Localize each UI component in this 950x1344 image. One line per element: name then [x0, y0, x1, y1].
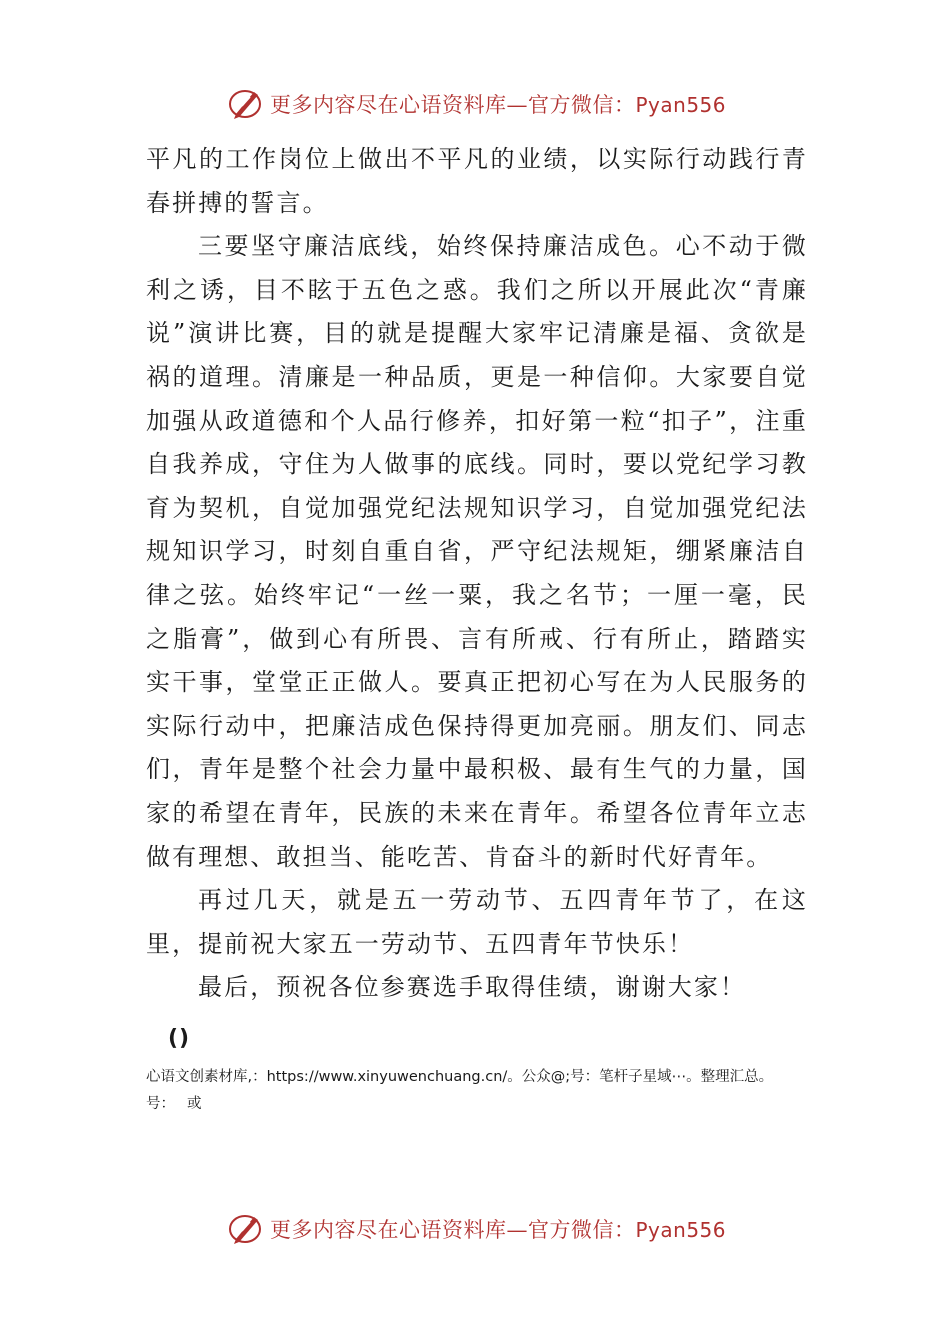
empty-parentheses: (): [168, 1026, 191, 1051]
document-body: [146, 138, 808, 1010]
header-watermark: [228, 84, 726, 124]
paragraph-holiday-wishes: 再过几天，就是五一劳动节、五四青年节了，在这里，提前祝大家五一劳动节、五四青年节快乐！: [146, 886, 808, 958]
paragraph-closing: 最后，预祝各位参赛选手取得佳绩，谢谢大家！: [198, 973, 747, 1002]
footer-watermark: [228, 1209, 726, 1249]
paragraph-continuation: 平凡的工作岗位上做出不平凡的业绩，以实际行动践行青春拼搏的誓言。: [146, 145, 808, 217]
quill-pen-logo-icon: [228, 86, 264, 122]
footnote-label: 号：: [146, 1096, 175, 1112]
paragraph-integrity: 三要坚守廉洁底线，始终保持廉洁成色。心不动于微利之诱，目不眩于五色之惑。我们之所以开展此次“青廉说”演讲比赛，目的就是提醒大家牢记清廉是福、贪欲是祸的道理。清廉是一种品质，更是一种信仰。大家要自觉加强从政道德和个人品行修养，扣好第一粒“扣子”，注重自我养成，守住为人做事的底线。同时，要以党纪学习教育为契机，自觉加强党纪法规知识学习，自觉加强党纪法规知识学习，时刻自重自省，严守纪法规矩，绷紧廉洁自律之弦。始终牢记“一丝一粟，我之名节；一厘一毫，民之脂膏”，做到心有所畏、言有所戒、行有所止，踏踏实实干事，堂堂正正做人。要真正把初心写在为人民服务的实际行动中，把廉洁成色保持得更加亮丽。朋友们、同志们，青年是整个社会力量中最积极、最有生气的力量，国家的希望在青年，民族的未来在青年。希望各位青年立志做有理想、敢担当、能吃苦、肯奋斗的新时代好青年。: [146, 232, 808, 871]
footnote-line-2: [146, 1091, 826, 1118]
watermark-text: 更多内容尽在心语资料库—官方微信：Pyan556: [270, 93, 727, 117]
footnote-line-1: 心语文创素材库,：https://www.xinyuwenchuang.cn/。公众@;号：笔杆子星域⋯。整理汇总。: [146, 1069, 774, 1085]
footnote-value: 或: [187, 1096, 202, 1112]
watermark-text: 更多内容尽在心语资料库—官方微信：Pyan556: [270, 1218, 727, 1242]
watermark-id: Pyan556: [635, 1218, 727, 1242]
quill-pen-logo-icon: [228, 1211, 264, 1247]
source-footnote: [146, 1064, 826, 1118]
watermark-id: Pyan556: [635, 93, 727, 117]
